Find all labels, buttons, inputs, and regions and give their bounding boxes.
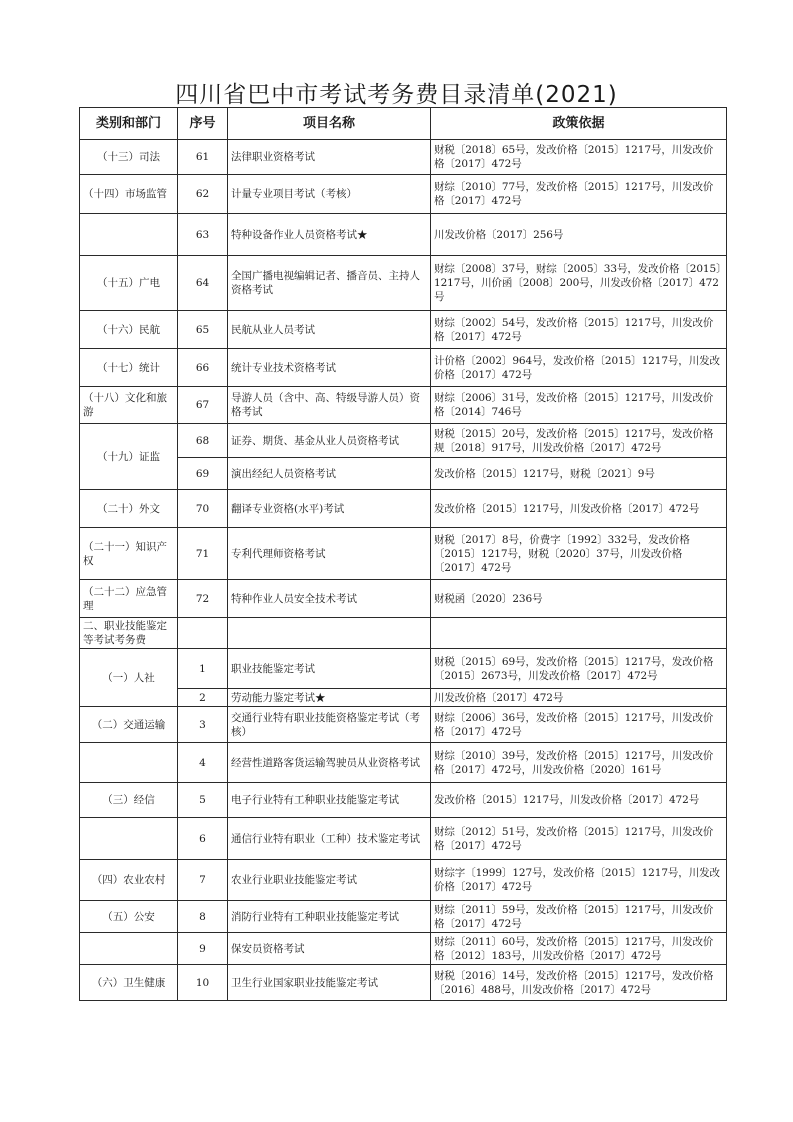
category-cell: （五）公安 [80,901,178,933]
number-cell: 66 [178,349,228,387]
number-cell: 64 [178,256,228,311]
item-name-cell: 保安员资格考试 [228,933,431,965]
table-row [80,387,727,424]
policy-basis-cell [431,618,727,649]
category-cell: （二）交通运输 [80,707,178,743]
table-row [80,783,727,818]
item-name-cell: 专利代理师资格考试 [228,528,431,580]
policy-basis-cell: 财综〔2011〕59号，发改价格〔2015〕1217号，川发改价格〔2017〕472号 [431,901,727,933]
item-name-cell: 特种作业人员安全技术考试 [228,580,431,618]
policy-basis-cell: 财综〔2012〕51号，发改价格〔2015〕1217号，川发改价格〔2017〕472号 [431,818,727,860]
item-name-cell: 电子行业特有工种职业技能鉴定考试 [228,783,431,818]
item-name-cell: 计量专业项目考试（考核） [228,175,431,214]
table-row [80,933,727,965]
item-name-cell: 农业行业职业技能鉴定考试 [228,860,431,901]
category-cell: （十六）民航 [80,311,178,349]
header-item-name: 项目名称 [228,108,431,140]
number-cell: 71 [178,528,228,580]
table-row [80,256,727,311]
item-name-cell: 演出经纪人员资格考试 [228,458,431,490]
category-cell: （一）人社 [80,649,178,707]
item-name-cell: 民航从业人员考试 [228,311,431,349]
number-cell: 70 [178,490,228,528]
number-cell [178,618,228,649]
number-cell: 63 [178,214,228,256]
policy-basis-cell: 财综字〔1999〕127号，发改价格〔2015〕1217号，川发改价格〔2017〕472号 [431,860,727,901]
number-cell: 61 [178,140,228,175]
item-name-cell: 法律职业资格考试 [228,140,431,175]
number-cell: 65 [178,311,228,349]
item-name-cell: 消防行业特有工种职业技能鉴定考试 [228,901,431,933]
number-cell: 3 [178,707,228,743]
item-name-cell: 经营性道路客货运输驾驶员从业资格考试 [228,743,431,783]
table-row [80,311,727,349]
category-cell [80,818,178,860]
table-row [80,424,727,458]
table-row [80,175,727,214]
category-cell: （二十一）知识产权 [80,528,178,580]
table-row [80,689,727,707]
header-number: 序号 [178,108,228,140]
policy-basis-cell: 发改价格〔2015〕1217号，财税〔2021〕9号 [431,458,727,490]
category-cell: （十四）市场监管 [80,175,178,214]
policy-basis-cell: 川发改价格〔2017〕472号 [431,689,727,707]
policy-basis-cell: 财税〔2016〕14号，发改价格〔2015〕1217号，发改价格〔2016〕488号，川发改价格〔2017〕472号 [431,965,727,1001]
policy-basis-cell: 财税函〔2020〕236号 [431,580,727,618]
category-cell [80,214,178,256]
policy-basis-cell: 财综〔2010〕77号，发改价格〔2015〕1217号，川发改价格〔2017〕472号 [431,175,727,214]
section-row [80,618,727,649]
category-cell: （十九）证监 [80,424,178,490]
policy-basis-cell: 财税〔2015〕20号，发改价格〔2015〕1217号，发改价格规〔2018〕917号，川发改价格〔2017〕472号 [431,424,727,458]
policy-basis-cell: 财综〔2002〕54号，发改价格〔2015〕1217号，川发改价格〔2017〕472号 [431,311,727,349]
table-row [80,743,727,783]
item-name-cell: 交通行业特有职业技能资格鉴定考试（考核） [228,707,431,743]
number-cell: 8 [178,901,228,933]
policy-basis-cell: 财综〔2006〕36号，发改价格〔2015〕1217号，川发改价格〔2017〕472号 [431,707,727,743]
policy-basis-cell: 财税〔2017〕8号，价费字〔1992〕332号，发改价格〔2015〕1217号，财税〔2020〕37号，川发改价格〔2017〕472号 [431,528,727,580]
number-cell: 72 [178,580,228,618]
number-cell: 62 [178,175,228,214]
category-cell: （十七）统计 [80,349,178,387]
table-row [80,490,727,528]
table-row [80,349,727,387]
category-cell: （二十）外文 [80,490,178,528]
item-name-cell: 统计专业技术资格考试 [228,349,431,387]
section-title-cell: 二、职业技能鉴定等考试考务费 [80,618,178,649]
number-cell: 10 [178,965,228,1001]
table-row [80,707,727,743]
item-name-cell: 通信行业特有职业（工种）技术鉴定考试 [228,818,431,860]
table-row [80,818,727,860]
number-cell: 4 [178,743,228,783]
policy-basis-cell: 财综〔2011〕60号，发改价格〔2015〕1217号，川发改价格〔2012〕183号，川发改价格〔2017〕472号 [431,933,727,965]
number-cell: 9 [178,933,228,965]
table-row [80,580,727,618]
number-cell: 69 [178,458,228,490]
item-name-cell: 导游人员（含中、高、特级导游人员）资格考试 [228,387,431,424]
table-row [80,528,727,580]
item-name-cell: 卫生行业国家职业技能鉴定考试 [228,965,431,1001]
number-cell: 67 [178,387,228,424]
header-category: 类别和部门 [80,108,178,140]
category-cell: （四）农业农村 [80,860,178,901]
number-cell: 1 [178,649,228,689]
fee-table [79,107,727,1001]
category-cell: （十五）广电 [80,256,178,311]
item-name-cell: 职业技能鉴定考试 [228,649,431,689]
item-name-cell: 证券、期货、基金从业人员资格考试 [228,424,431,458]
table-row [80,458,727,490]
document-title: 四川省巴中市考试考务费目录清单(2021) [175,82,618,108]
policy-basis-cell: 财综〔2006〕31号，发改价格〔2015〕1217号，川发改价格〔2014〕746号 [431,387,727,424]
header-policy-basis: 政策依据 [431,108,727,140]
item-name-cell: 全国广播电视编辑记者、播音员、主持人资格考试 [228,256,431,311]
category-cell [80,933,178,965]
table-row [80,140,727,175]
item-name-cell: 劳动能力鉴定考试★ [228,689,431,707]
policy-basis-cell: 财税〔2015〕69号，发改价格〔2015〕1217号，发改价格〔2015〕2673号，川发改价格〔2017〕472号 [431,649,727,689]
number-cell: 7 [178,860,228,901]
table-header-row [80,108,727,140]
number-cell: 6 [178,818,228,860]
policy-basis-cell: 财综〔2008〕37号，财综〔2005〕33号，发改价格〔2015〕1217号，川价函〔2008〕200号，川发改价格〔2017〕472号 [431,256,727,311]
number-cell: 5 [178,783,228,818]
category-cell: （二十二）应急管理 [80,580,178,618]
category-cell: （三）经信 [80,783,178,818]
policy-basis-cell: 发改价格〔2015〕1217号，川发改价格〔2017〕472号 [431,490,727,528]
table-row [80,649,727,689]
item-name-cell: 翻译专业资格(水平)考试 [228,490,431,528]
item-name-cell: 特种设备作业人员资格考试★ [228,214,431,256]
number-cell: 68 [178,424,228,458]
policy-basis-cell: 川发改价格〔2017〕256号 [431,214,727,256]
policy-basis-cell: 财综〔2010〕39号，发改价格〔2015〕1217号，川发改价格〔2017〕472号，川发改价格〔2020〕161号 [431,743,727,783]
category-cell [80,743,178,783]
policy-basis-cell: 财税〔2018〕65号，发改价格〔2015〕1217号，川发改价格〔2017〕472号 [431,140,727,175]
policy-basis-cell: 发改价格〔2015〕1217号，川发改价格〔2017〕472号 [431,783,727,818]
table-row [80,860,727,901]
number-cell: 2 [178,689,228,707]
category-cell: （六）卫生健康 [80,965,178,1001]
item-name-cell [228,618,431,649]
policy-basis-cell: 计价格〔2002〕964号，发改价格〔2015〕1217号，川发改价格〔2017〕472号 [431,349,727,387]
table-row [80,965,727,1001]
table-row [80,214,727,256]
category-cell: （十八）文化和旅游 [80,387,178,424]
category-cell: （十三）司法 [80,140,178,175]
table-row [80,901,727,933]
